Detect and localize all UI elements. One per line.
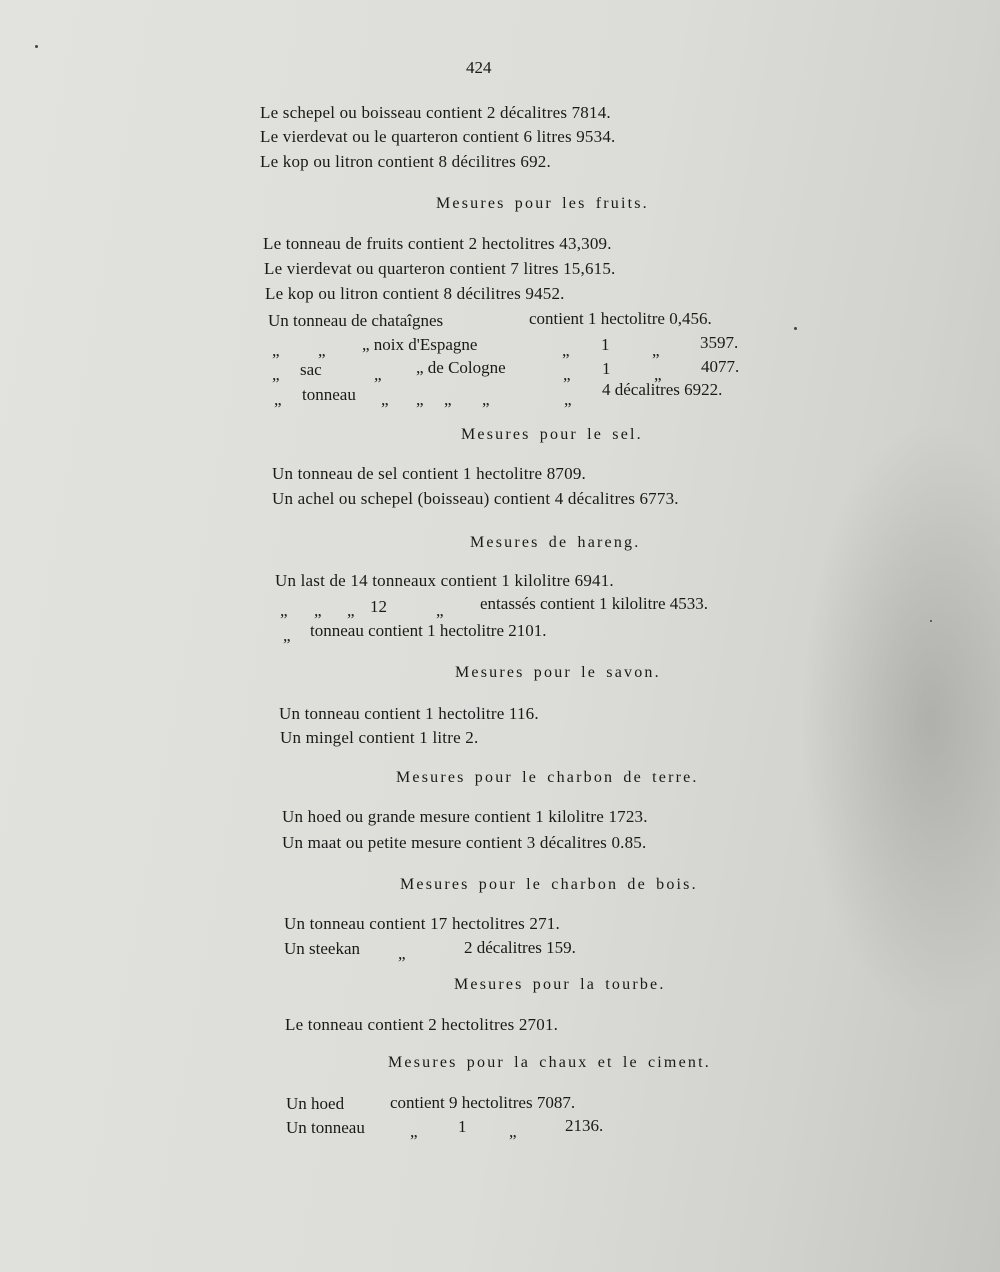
table-cell: contient 1 hectolitre 0,456. [529, 309, 712, 328]
ditto-mark: „ [381, 390, 389, 409]
ditto-mark: „ [482, 390, 490, 409]
table-cell: 1 [601, 335, 610, 354]
table-cell: 4077. [701, 357, 740, 376]
table-cell: „ noix d'Espagne [362, 335, 478, 354]
table-cell: tonneau contient 1 hectolitre 2101. [310, 621, 547, 640]
ditto-mark: „ [444, 390, 452, 409]
table-cell: Un hoed [286, 1094, 345, 1113]
table-cell: sac [300, 360, 322, 379]
table-cell: 12 [370, 597, 387, 616]
ditto-mark: „ [654, 365, 662, 384]
table-cell: 3597. [700, 333, 739, 352]
ditto-mark: „ [652, 341, 660, 360]
section-heading: Mesures pour le charbon de terre. [396, 769, 699, 786]
ditto-mark: „ [564, 390, 572, 409]
text-line: Un hoed ou grande mesure contient 1 kilolitre 1723. [282, 807, 648, 826]
table-cell: 1 [602, 359, 611, 378]
text-line: Un tonneau contient 17 hectolitres 271. [284, 914, 560, 933]
ditto-mark: „ [314, 601, 322, 620]
section-heading: Mesures pour la chaux et le ciment. [388, 1054, 711, 1071]
table-cell: Un tonneau [286, 1118, 365, 1137]
text-line: Un achel ou schepel (boisseau) contient 4 décalitres 6773. [272, 489, 679, 508]
ditto-mark: „ [347, 601, 355, 620]
text-line: Le schepel ou boisseau contient 2 décalitres 7814. [260, 103, 611, 122]
table-cell: entassés contient 1 kilolitre 4533. [480, 594, 709, 613]
ditto-mark: „ [283, 626, 291, 645]
ditto-mark: „ [272, 365, 280, 384]
table-cell: contient 9 hectolitres 7087. [390, 1093, 576, 1112]
text-line: Un maat ou petite mesure contient 3 décalitres 0.85. [282, 833, 647, 852]
text-line: Un tonneau contient 1 hectolitre 116. [279, 704, 539, 723]
paper-speck [35, 45, 38, 48]
section-heading: Mesures pour les fruits. [436, 195, 649, 212]
text-line: Un last de 14 tonneaux contient 1 kilolitre 6941. [275, 571, 614, 590]
page-number: 424 [466, 58, 492, 77]
table-cell: 4 décalitres 6922. [602, 380, 723, 399]
ditto-mark: „ [374, 365, 382, 384]
page-shadow [800, 420, 1000, 1020]
text-line: Le kop ou litron contient 8 décilitres 692. [260, 152, 551, 171]
ditto-mark: „ [563, 365, 571, 384]
table-cell: „ de Cologne [416, 358, 506, 377]
ditto-mark: „ [274, 390, 282, 409]
section-heading: Mesures pour la tourbe. [454, 976, 666, 993]
paper-speck [930, 620, 932, 622]
table-cell: Un steekan [284, 939, 361, 958]
text-line: Le kop ou litron contient 8 décilitres 9452. [265, 284, 565, 303]
ditto-mark: „ [410, 1122, 418, 1141]
text-line: Le vierdevat ou le quarteron contient 6 litres 9534. [260, 127, 616, 146]
ditto-mark: „ [318, 341, 326, 360]
table-cell: 2 décalitres 159. [464, 938, 576, 957]
section-heading: Mesures de hareng. [470, 534, 641, 551]
paper-speck [794, 327, 797, 330]
ditto-mark: „ [272, 341, 280, 360]
text-line: Un mingel contient 1 litre 2. [280, 728, 479, 747]
text-line: Le tonneau contient 2 hectolitres 2701. [285, 1015, 559, 1034]
text-line: Le vierdevat ou quarteron contient 7 litres 15,615. [264, 259, 616, 278]
text-line: Un tonneau de sel contient 1 hectolitre 8709. [272, 464, 586, 483]
table-cell: 1 [458, 1117, 467, 1136]
ditto-mark: „ [398, 944, 406, 963]
table-cell: 2136. [565, 1116, 604, 1135]
table-cell: Un tonneau de chataîgnes [268, 311, 444, 330]
section-heading: Mesures pour le savon. [455, 664, 661, 681]
section-heading: Mesures pour le charbon de bois. [400, 876, 698, 893]
ditto-mark: „ [436, 601, 444, 620]
ditto-mark: „ [280, 601, 288, 620]
ditto-mark: „ [562, 341, 570, 360]
table-cell: tonneau [302, 385, 356, 404]
ditto-mark: „ [416, 390, 424, 409]
section-heading: Mesures pour le sel. [461, 426, 643, 443]
text-line: Le tonneau de fruits contient 2 hectolitres 43,309. [263, 234, 612, 253]
ditto-mark: „ [509, 1122, 517, 1141]
